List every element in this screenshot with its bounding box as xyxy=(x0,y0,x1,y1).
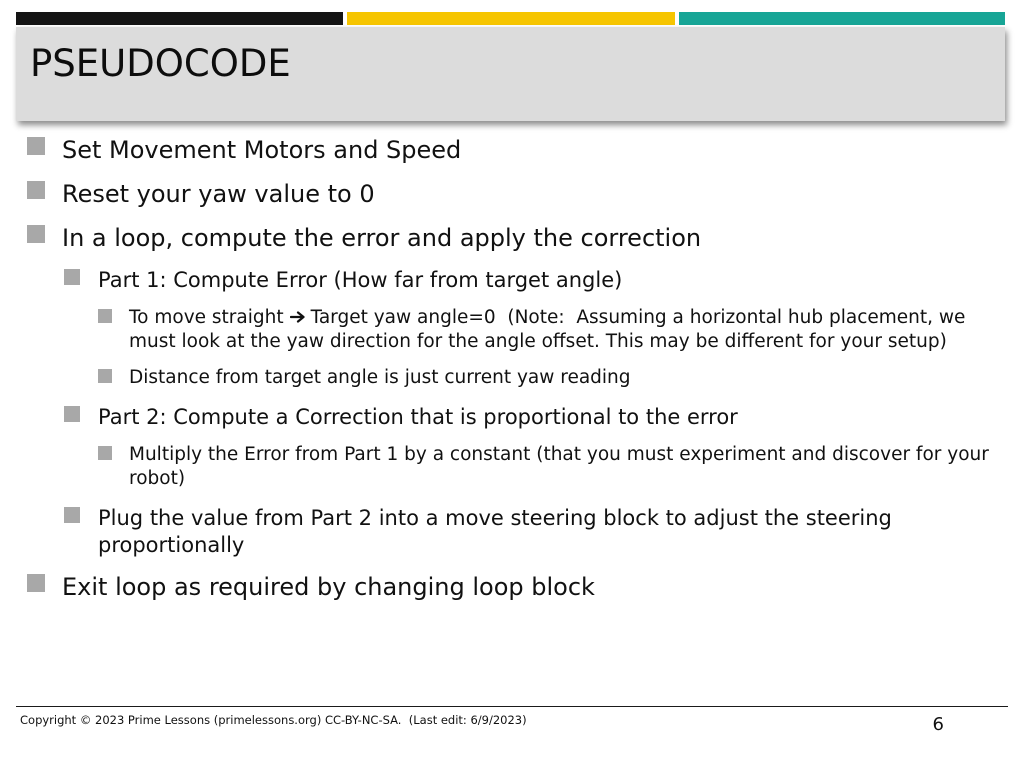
copyright-text: Copyright © 2023 Prime Lessons (primelessons.org) CC-BY-NC-SA. (Last edit: 6/9/2023) xyxy=(20,713,527,727)
detail-bullet-text: Distance from target angle is just current yaw reading xyxy=(129,367,631,388)
bullet-text: Reset your yaw value to 0 xyxy=(62,180,375,208)
bullet-text: Set Movement Motors and Speed xyxy=(62,136,462,164)
detail-bullet-marker xyxy=(98,309,112,323)
accent-bar-yellow xyxy=(347,12,675,25)
slide-title: PSEUDOCODE xyxy=(30,42,291,85)
title-banner xyxy=(16,27,1005,121)
detail-bullet-marker xyxy=(98,369,112,383)
sub-bullet-marker xyxy=(64,269,80,285)
footer-divider xyxy=(16,706,1008,707)
bullet-marker xyxy=(27,137,45,155)
page-number: 6 xyxy=(932,714,944,735)
bullet-text: Exit loop as required by changing loop block xyxy=(62,573,595,601)
detail-bullet-marker xyxy=(98,446,112,460)
detail-text-before-arrow: To move straight xyxy=(129,307,284,328)
sub-bullet-text: Plug the value from Part 2 into a move steering block to adjust the steering proportionally xyxy=(98,506,899,557)
detail-bullet-text: Multiply the Error from Part 1 by a constant (that you must experiment and discover for your robot) xyxy=(129,444,995,489)
bullet-marker xyxy=(27,574,45,592)
sub-bullet-text: Part 2: Compute a Correction that is proportional to the error xyxy=(98,405,738,429)
accent-bar-teal xyxy=(679,12,1005,25)
accent-bar-black xyxy=(16,12,343,25)
bullet-text: In a loop, compute the error and apply the correction xyxy=(62,224,702,252)
detail-bullet-text xyxy=(129,306,1004,354)
detail-text-after-arrow: Target yaw angle=0 (Note: Assuming a horizontal hub placement, we must look at the yaw direction for the angle offset. This may be different for your setup) xyxy=(129,307,972,352)
sub-bullet-marker xyxy=(64,507,80,523)
sub-bullet-marker xyxy=(64,406,80,422)
arrow-right-icon xyxy=(290,311,305,323)
bullet-marker xyxy=(27,225,45,243)
bullet-marker xyxy=(27,181,45,199)
sub-bullet-text: Part 1: Compute Error (How far from target angle) xyxy=(98,268,623,292)
